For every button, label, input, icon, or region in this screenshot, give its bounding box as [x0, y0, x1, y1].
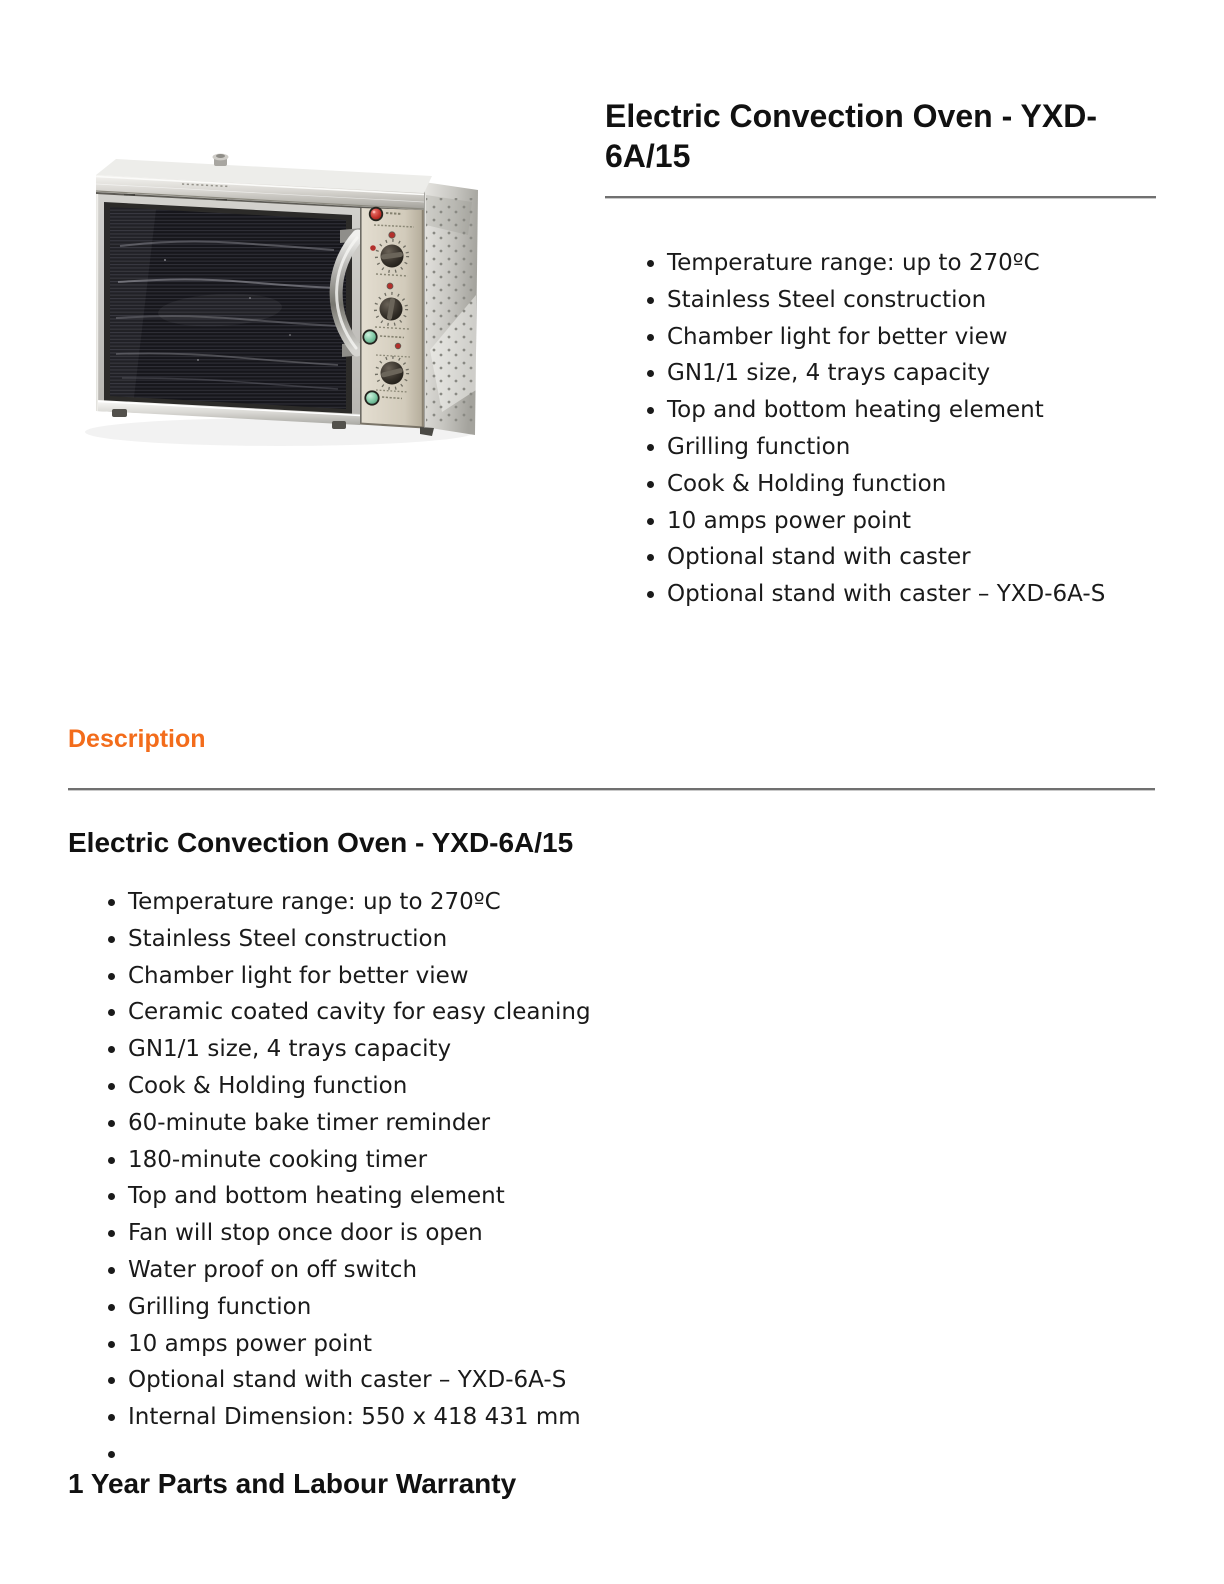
feature-item: • 10 amps power point [128, 1326, 1155, 1363]
feature-item: • Grilling function [128, 1289, 1155, 1326]
oven-control-panel [360, 207, 424, 428]
feature-item: • Fan will stop once door is open [128, 1215, 1155, 1252]
feature-item: • GN1/1 size, 4 trays capacity [128, 1031, 1155, 1068]
feature-item: • Top and bottom heating element [667, 392, 1156, 429]
feature-item: • Stainless Steel construction [667, 282, 1156, 319]
feature-item: • 10 amps power point [667, 503, 1156, 540]
page-title: Electric Convection Oven - YXD-6A/15 [605, 98, 1097, 174]
feature-item: • Top and bottom heating element [128, 1178, 1155, 1215]
feature-item: • Cook & Holding function [667, 466, 1156, 503]
description-heading: Description [68, 725, 206, 753]
feature-item: • Stainless Steel construction [128, 921, 1155, 958]
feature-item: • Temperature range: up to 270ºC [667, 245, 1156, 282]
oven-side-panel [424, 182, 478, 435]
feature-item: • Temperature range: up to 270ºC [128, 884, 1155, 921]
feature-item: • Optional stand with caster [667, 539, 1156, 576]
feature-item: • 180-minute cooking timer [128, 1142, 1155, 1179]
feature-item: • Ceramic coated cavity for easy cleaning [128, 994, 1155, 1031]
feature-item: • Optional stand with caster – YXD-6A-S [667, 576, 1156, 613]
description-divider [68, 788, 1155, 790]
convection-oven-photo [70, 60, 510, 530]
warranty-heading: 1 Year Parts and Labour Warranty [68, 1467, 517, 1499]
feature-item: • Chamber light for better view [667, 319, 1156, 356]
feature-item: • Grilling function [667, 429, 1156, 466]
feature-item: • Chamber light for better view [128, 958, 1155, 995]
feature-item: • GN1/1 size, 4 trays capacity [667, 355, 1156, 392]
intro-feature-list [605, 245, 1156, 613]
oven-door [96, 194, 360, 425]
feature-item: • Optional stand with caster – YXD-6A-S [128, 1362, 1155, 1399]
feature-item: • Cook & Holding function [128, 1068, 1155, 1105]
description-feature-list [68, 884, 1155, 1473]
feature-item: • 60-minute bake timer reminder [128, 1105, 1155, 1142]
description-section [68, 724, 1155, 1501]
product-image [70, 60, 510, 530]
intro-section [605, 96, 1156, 613]
feature-item: • Internal Dimension: 550 x 418 431 mm [128, 1399, 1155, 1436]
description-subtitle: Electric Convection Oven - YXD-6A/15 [68, 827, 574, 858]
feature-item: • Water proof on off switch [128, 1252, 1155, 1289]
title-divider [605, 196, 1156, 198]
